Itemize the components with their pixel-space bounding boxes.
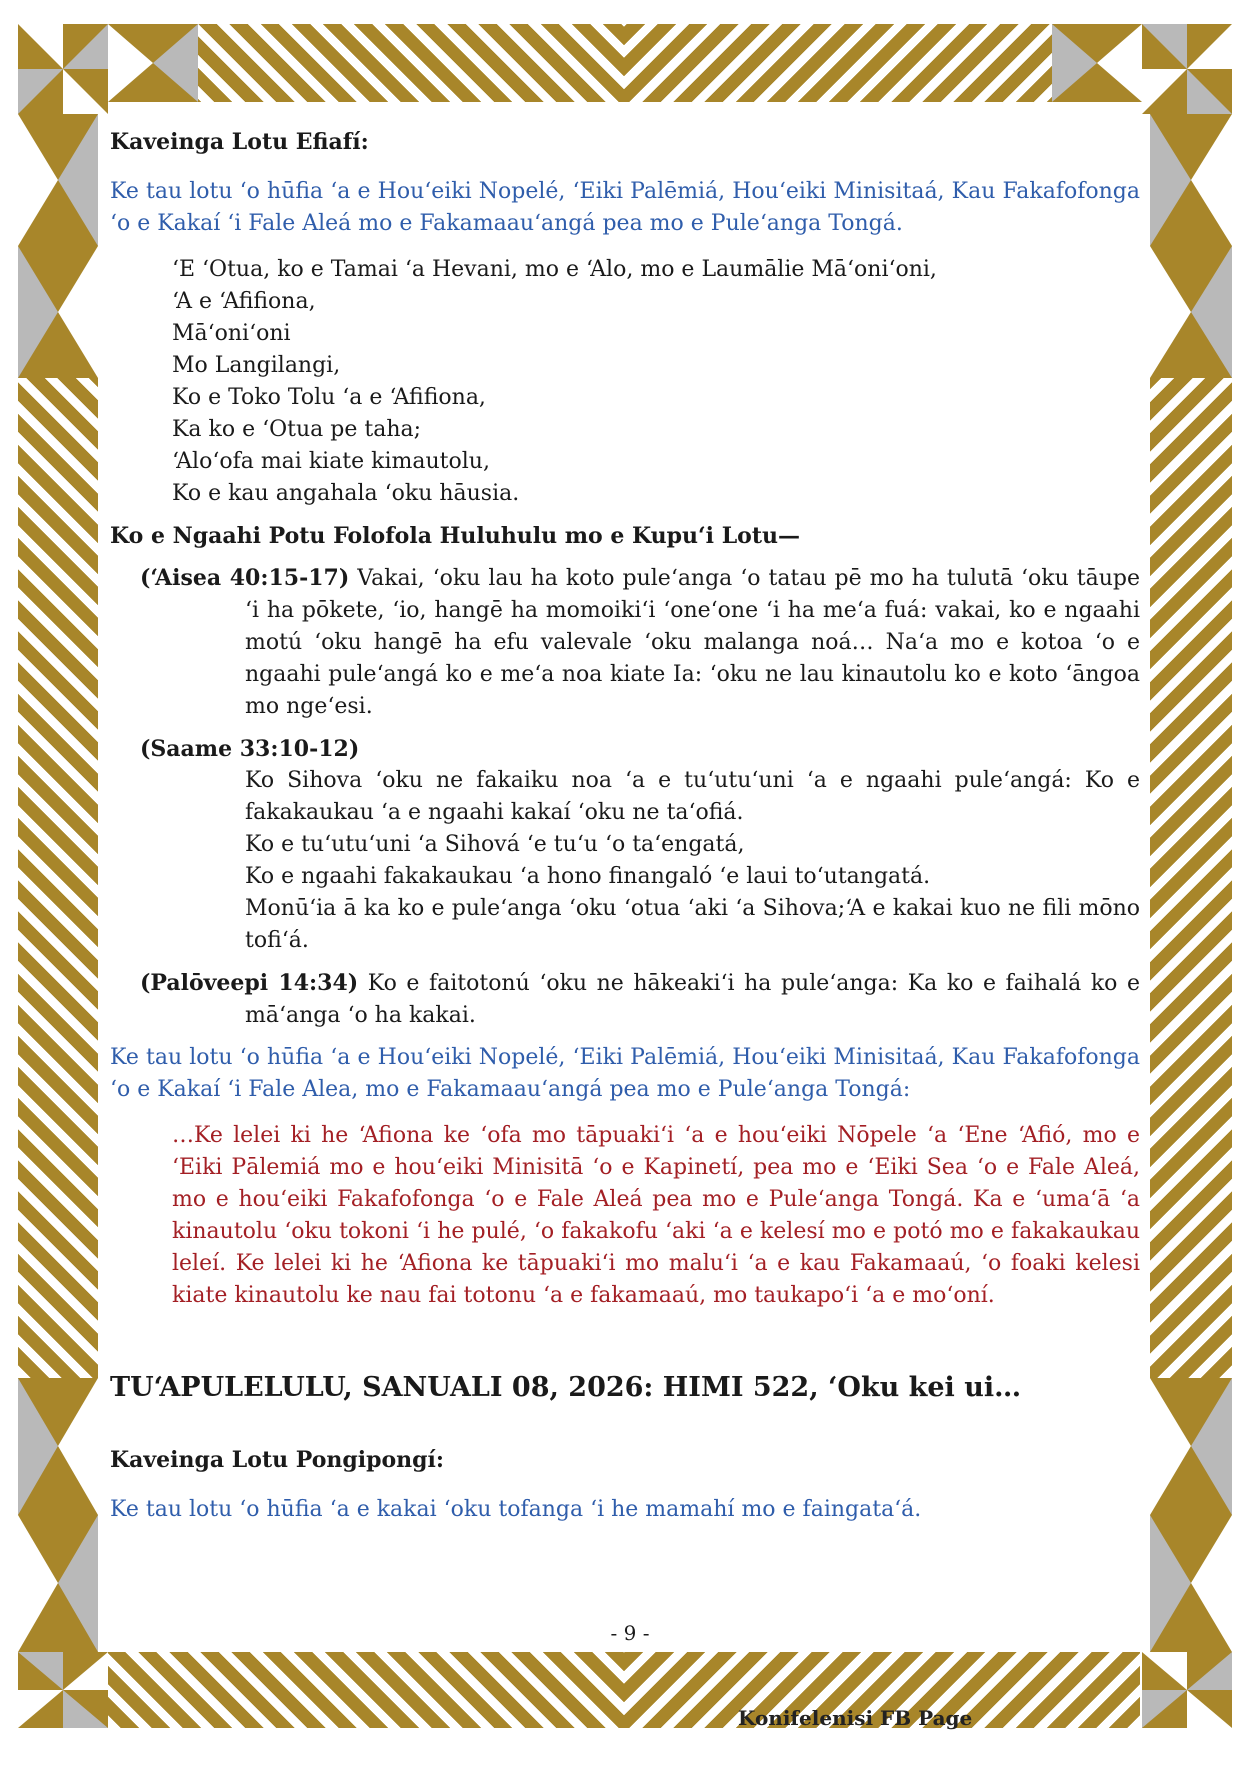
pinwheel-tile-top-right <box>1142 24 1232 114</box>
closing-prayer: …Ke lelei ki he ʻAfiona ke ʻofa mo tāpuakiʻi ʻa e houʻeiki Nōpele ʻa ʻEne ʻAfió, mo e ʻEiki Pālemiá mo e houʻeiki Minisitā ʻo e Kapinetí, pea mo e ʻEiki Sea ʻo e Fale Aleá, mo e houʻeiki Fakafofonga ʻo e Fale Aleá pea mo e Puleʻanga Tongá. Ka e ʻumaʻā ʻa kinautolu ʻoku tokoni ʻi he pulé, ʻo fakakofu ʻaki ʻa e kelesí mo e potó mo e fakakaukau leleí. Ke lelei ki he ʻAfiona ke tāpuakiʻi mo maluʻi ʻa e kau Fakamaaú, ʻo foaki kelesi kiate kinautolu ke nau fai totonu ʻa e fakamaaú, mo taukapoʻi ʻa e moʻoní. <box>172 1123 1140 1308</box>
scripture-aisea <box>140 562 1140 723</box>
footer-label: Konifelenisi FB Page <box>738 1706 973 1730</box>
scripture-ref: (Saame 33:10-12) <box>140 736 360 762</box>
prayer-line: Ko e kau angahala ʻoku hāusia. <box>172 481 520 506</box>
morning-theme-label: Kaveinga Lotu Pongipongí: <box>110 1447 445 1473</box>
prayer-line: Ka ko e ʻOtua pe taha; <box>172 417 422 442</box>
day-title: TUʻAPULELULU, SANUALI 08, 2026: HIMI 522, ʻOku kei ui… <box>110 1372 1022 1403</box>
pinwheel-tile-left-1 <box>18 114 98 378</box>
page-content <box>110 112 1140 1526</box>
prayer-line: ʻA e ʻAfifiona, <box>172 289 316 314</box>
scripture-line: Ko e ngaahi fakakaukau ʻa hono finangaló ʻe laui toʻutangatá. <box>245 864 931 889</box>
border-right-band <box>1150 378 1232 1378</box>
opening-prayer <box>172 254 1140 510</box>
evening-theme-label: Kaveinga Lotu Efiafí: <box>110 129 369 155</box>
morning-intro: Ke tau lotu ʻo hūfia ʻa e kakai ʻoku tofanga ʻi he mamahí mo e faingataʻá. <box>110 1497 922 1522</box>
scripture-text: Vakai, ʻoku lau ha koto puleʻanga ʻo tatau pē mo ha tulutā ʻoku tāupe ʻi ha pōkete, ʻio, hangē ha momoikiʻi ʻoneʻone ʻi ha meʻa fuá: vakai, ko e ngaahi motú ʻoku hangē ha efu valevale ʻoku malanga noá… Naʻa mo e kotoa ʻo e ngaahi puleʻangá ko e meʻa noa kiate Ia: ʻoku ne lau kinautolu ko e koto ʻāngoa mo ngeʻesi. <box>245 566 1140 719</box>
scripture-ref: (ʻAisea 40:15-17) <box>140 565 350 591</box>
page-number: - 9 - <box>610 1621 650 1645</box>
pinwheel-tile-bottom-left <box>18 1652 108 1728</box>
scripture-line: Monūʻia ā ka ko e puleʻanga ʻoku ʻotua ʻaki ʻa Sihova;ʻA e kakai kuo ne fili mōno tofiʻá. <box>245 896 1140 953</box>
pinwheel-tile-top-right-2 <box>1052 24 1142 102</box>
scripture-heading: Ko e Ngaahi Potu Folofola Huluhulu mo e Kupuʻi Lotu— <box>110 523 801 549</box>
scripture-saame <box>140 733 1140 957</box>
scripture-paloveepi <box>140 967 1140 1032</box>
prayer-line: Mo Langilangi, <box>172 353 341 378</box>
pinwheel-tile-bottom-right <box>1142 1652 1232 1728</box>
scripture-line: Ko Sihova ʻoku ne fakaiku noa ʻa e tuʻutuʻuni ʻa e ngaahi puleʻangá: Ko e fakakaukau ʻa e ngaahi kakaí ʻoku ne taʻofiá. <box>245 768 1140 825</box>
pinwheel-tile-right-1 <box>1150 114 1232 378</box>
prayer-line: ʻAloʻofa mai kiate kimautolu, <box>172 449 490 474</box>
prayer-line: Māʻoniʻoni <box>172 321 291 346</box>
pinwheel-tile-right-2 <box>1150 1378 1232 1652</box>
scripture-text: Ko e faitotonú ʻoku ne hākeakiʻi ha puleʻanga: Ka ko e faihalá ko e māʻanga ʻo ha kakai. <box>245 971 1141 1028</box>
scripture-ref: (Palōveepi 14:34) <box>140 970 359 996</box>
prayer-line: ʻE ʻOtua, ko e Tamai ʻa Hevani, mo e ʻAlo, mo e Laumālie Māʻoniʻoni, <box>172 257 937 282</box>
pinwheel-tile-top-left-2 <box>108 24 198 102</box>
evening-intro: Ke tau lotu ʻo hūfia ʻa e Houʻeiki Nopelé, ʻEiki Palēmiá, Houʻeiki Minisitaá, Kau Fakafofonga ʻo e Kakaí ʻi Fale Aleá mo e Fakamaauʻangá pea mo e Puleʻanga Tongá. <box>110 179 1140 236</box>
closing-intro: Ke tau lotu ʻo hūfia ʻa e Houʻeiki Nopelé, ʻEiki Palēmiá, Houʻeiki Minisitaá, Kau Fakafofonga ʻo e Kakaí ʻi Fale Alea, mo e Fakamaauʻangá pea mo e Puleʻanga Tongá: <box>110 1045 1140 1102</box>
border-left-band <box>18 378 98 1378</box>
pinwheel-tile-left-2 <box>18 1378 98 1652</box>
scripture-line: Ko e tuʻutuʻuni ʻa Sihová ʻe tuʻu ʻo taʻengatá, <box>245 832 745 857</box>
prayer-line: Ko e Toko Tolu ʻa e ʻAfifiona, <box>172 385 486 410</box>
pinwheel-tile-top-left <box>18 24 108 114</box>
